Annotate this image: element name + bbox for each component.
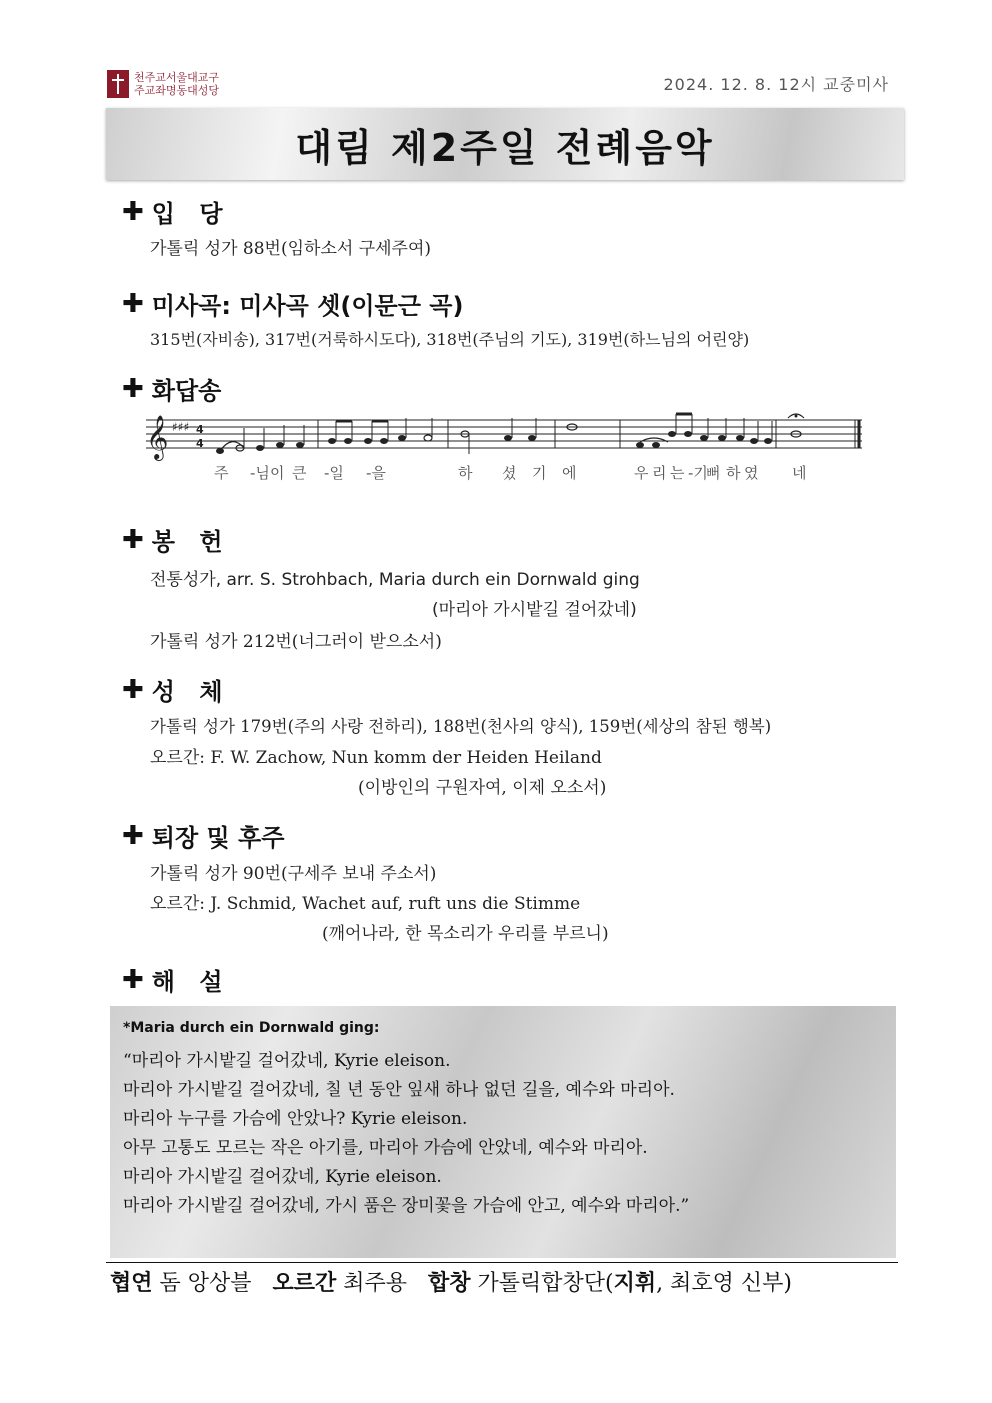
footer-credits [110, 1266, 792, 1297]
footer-label-choir: 합창 [428, 1271, 471, 1296]
title-banner [106, 108, 904, 180]
section-recessional-heading: ✚ 퇴장 및 후주 [122, 820, 285, 852]
commentary-title: *Maria durch ein Dornwald ging: [123, 1020, 380, 1036]
commentary-line-4: 아무 고통도 모르는 작은 아기를, 마리아 가슴에 안았네, 예수와 마리아. [123, 1138, 648, 1158]
footer-label-organ: 오르간 [272, 1271, 337, 1296]
mass-line-1: 315번(자비송), 317번(거룩하시도다), 318번(주님의 기도), 319번(하느님의 어린양) [150, 330, 750, 349]
recessional-line-3: (깨어나라, 한 목소리가 우리를 부르니) [322, 924, 609, 944]
lyric-syllable: 주 [214, 464, 229, 482]
psalm-music-staff [140, 406, 870, 492]
page-title: 대림 제2주일 전례음악 [295, 125, 715, 170]
communion-line-3: (이방인의 구원자여, 이제 오소서) [358, 778, 607, 798]
lyric-syllable: 였 [744, 464, 759, 482]
footer-value-organ: 최주용 [343, 1271, 408, 1296]
svg-text:4: 4 [196, 437, 204, 450]
lyric-syllable: -을 [366, 464, 386, 482]
logo [107, 70, 219, 98]
recessional-line-1: 가톨릭 성가 90번(구세주 보내 주소서) [150, 864, 437, 884]
lyric-syllable: -기 [688, 464, 708, 482]
lyric-syllable: 이 [270, 464, 285, 482]
communion-line-2: 오르간: F. W. Zachow, Nun komm der Heiden Heiland [150, 748, 602, 768]
offertory-line-2: (마리아 가시밭길 걸어갔네) [432, 600, 637, 620]
section-communion-heading: ✚ 성 체 [122, 674, 231, 706]
cross-icon: ✚ [122, 288, 144, 319]
commentary-line-5: 마리아 가시밭길 걸어갔네, Kyrie eleison. [123, 1167, 442, 1187]
section-mass-heading: ✚ 미사곡: 미사곡 셋(이문근 곡) [122, 288, 464, 320]
lyric-syllable: 하 [458, 464, 473, 482]
cross-icon: ✚ [122, 820, 144, 851]
footer-value-ensemble: 돔 앙상블 [159, 1271, 252, 1296]
svg-text:♯♯♯: ♯♯♯ [172, 420, 190, 434]
lyric-syllable: 뻐 [706, 464, 721, 482]
commentary-line-1: “마리아 가시밭길 걸어갔네, Kyrie eleison. [123, 1051, 451, 1071]
header-date: 2024. 12. 8. 12시 교중미사 [663, 75, 889, 94]
offertory-line-1: 전통성가, arr. S. Strohbach, Maria durch ein Dornwald ging [150, 570, 640, 590]
communion-line-1: 가톨릭 성가 179번(주의 사랑 전하리), 188번(천사의 양식), 159번(세상의 참된 행복) [150, 717, 772, 736]
lyric-syllable: 에 [562, 464, 577, 482]
footer-value-choir: 가톨릭합창단( [477, 1271, 614, 1296]
commentary-box [110, 1006, 896, 1258]
footer-label-conductor: 지휘 [613, 1271, 657, 1296]
lyric-syllable: 리 [652, 464, 667, 482]
cross-icon: ✚ [122, 196, 144, 227]
footer-value-conductor: , 최호영 신부) [656, 1271, 792, 1296]
lyric-syllable: 기 [532, 464, 547, 482]
recessional-line-2: 오르간: J. Schmid, Wachet auf, ruft uns die Stimme [150, 894, 581, 914]
cross-icon: ✚ [122, 524, 144, 555]
entrance-line-1: 가톨릭 성가 88번(임하소서 구세주여) [150, 239, 432, 259]
svg-text:4: 4 [196, 423, 204, 436]
commentary-line-6: 마리아 가시밭길 걸어갔네, 가시 품은 장미꽃을 가슴에 안고, 예수와 마리아.” [123, 1196, 690, 1216]
lyric-syllable: 우 [634, 464, 649, 482]
lyric-syllable: 네 [792, 464, 807, 482]
lyric-syllable: 하 [726, 464, 741, 482]
section-entrance-heading: ✚ 입 당 [122, 196, 231, 228]
lyric-syllable: 셨 [502, 464, 517, 482]
section-offertory-heading: ✚ 봉 헌 [122, 524, 231, 556]
footer-label-ensemble: 협연 [110, 1271, 153, 1296]
commentary-line-2: 마리아 가시밭길 걸어갔네, 칠 년 동안 잎새 하나 없던 길을, 예수와 마리아. [123, 1080, 675, 1100]
cross-icon: ✚ [122, 674, 144, 705]
section-psalm-heading: ✚ 화답송 [122, 373, 222, 405]
commentary-line-3: 마리아 누구를 가슴에 안았나? Kyrie eleison. [123, 1109, 468, 1129]
logo-line-2: 주교좌명동대성당 [134, 84, 220, 97]
cross-icon: ✚ [122, 964, 144, 995]
footer-divider [106, 1262, 898, 1263]
cathedral-logo-icon [107, 70, 129, 98]
lyric-syllable: -님 [250, 464, 270, 482]
offertory-line-3: 가톨릭 성가 212번(너그러이 받으소서) [150, 632, 442, 652]
section-commentary-heading: ✚ 해 설 [122, 964, 231, 996]
logo-line-1: 천주교서울대교구 [134, 71, 220, 84]
lyric-syllable: 는 [670, 464, 685, 482]
lyric-syllable: 큰 [292, 464, 307, 482]
svg-text:𝄞: 𝄞 [146, 415, 169, 459]
lyric-syllable: -일 [324, 464, 344, 482]
cross-icon: ✚ [122, 373, 144, 404]
